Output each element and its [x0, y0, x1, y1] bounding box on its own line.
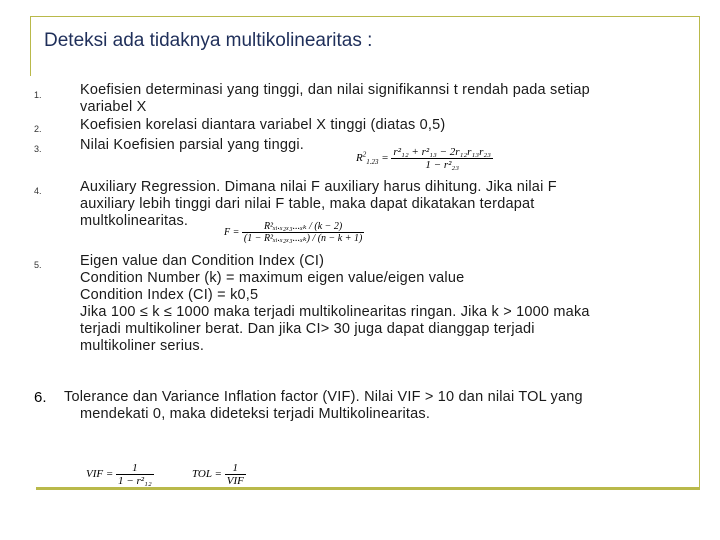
formula-lhs: TOL — [192, 468, 212, 481]
r-squared-formula — [356, 146, 493, 171]
formula-lhs: F — [224, 226, 231, 238]
formula-fraction — [242, 221, 364, 244]
item-number: 2. — [34, 124, 42, 134]
item-text-line: Koefisien determinasi yang tinggi, dan nilai signifikannsi t rendah pada setiap — [80, 82, 590, 98]
formula-numerator: r²₁₂ + r²₁₃ − 2r₁₂r₁₃r₂₃ — [393, 146, 492, 158]
vif-formula — [86, 462, 154, 487]
item-text-line: multikoliner serius. — [80, 338, 205, 354]
list-item — [64, 389, 664, 423]
formula-lhs-sup: 2 — [362, 150, 367, 159]
item-text-line: Auxiliary Regression. Dimana nilai F auxiliary harus dihitung. Jika nilai F — [80, 179, 557, 195]
list-item — [80, 179, 665, 230]
formula-fraction — [225, 462, 246, 487]
formula-lhs: VIF — [86, 468, 104, 481]
item-text-line: variabel X — [80, 99, 147, 115]
frame-top-rule — [30, 16, 700, 17]
formula-equals: = — [381, 152, 389, 165]
formula-fraction — [116, 462, 154, 487]
item-text-line: Condition Number (k) = maximum eigen value/eigen value — [80, 270, 465, 286]
item-number: 5. — [34, 260, 42, 270]
formula-equals: = — [105, 468, 114, 481]
f-auxiliary-formula — [224, 221, 364, 244]
frame-right-rule — [699, 16, 700, 490]
item-text-line: auxiliary lebih tinggi dari nilai F table, maka dapat dikatakan terdapat — [80, 196, 535, 212]
item-text-line: Eigen value dan Condition Index (CI) — [80, 253, 325, 269]
item-text-line: Tolerance dan Variance Inflation factor (VIF). Nilai VIF > 10 dan nilai TOL yang — [64, 389, 583, 405]
formula-equals: = — [214, 468, 222, 481]
item-text-line: Nilai Koefisien parsial yang tinggi. — [80, 137, 305, 153]
item-number: 4. — [34, 186, 42, 196]
item-text-line: mendekati 0, maka dideteksi terjadi Multikolinearitas. — [80, 406, 431, 422]
formula-numerator: 1 — [225, 462, 246, 475]
item-number: 3. — [34, 144, 42, 154]
formula-equals: = — [232, 226, 240, 238]
frame-bottom-rule — [36, 487, 700, 490]
formula-denominator: VIF — [226, 475, 244, 487]
list-item — [80, 82, 665, 116]
formula-lhs: R — [356, 152, 363, 165]
tol-formula — [192, 462, 246, 487]
formula-numerator: R²ₓᵢ.ₓ₂ₓ₃...ₓₖ / (k − 2) — [242, 221, 364, 233]
frame-left-rule — [30, 16, 31, 76]
item-number: 1. — [34, 90, 42, 100]
formula-denominator: 1 − r²₁₂ — [118, 475, 152, 487]
item-text-line: Condition Index (CI) = k0,5 — [80, 287, 259, 303]
list-item — [80, 253, 665, 355]
formula-denominator: 1 − r²₂₃ — [425, 159, 460, 171]
formula-denominator: (1 − R²ₓᵢ.ₓ₂ₓ₃...ₓₖ) / (n − k + 1) — [243, 233, 363, 244]
item-text-line: Jika 100 ≤ k ≤ 1000 maka terjadi multikolinearitas ringan. Jika k > 1000 maka — [80, 304, 590, 320]
item-text-line: multkolinearitas. — [80, 213, 189, 229]
item-text-line: Koefisien korelasi diantara variabel X tinggi (diatas 0,5) — [80, 117, 446, 133]
page-title: Deteksi ada tidaknya multikolinearitas : — [44, 30, 373, 51]
list-item — [80, 117, 665, 134]
item-number: 6. — [34, 389, 47, 406]
formula-lhs-sub: 1.23 — [366, 158, 379, 167]
item-text-line: terjadi multikoliner berat. Dan jika CI> 30 juga dapat dianggap terjadi — [80, 321, 535, 337]
formula-fraction — [391, 146, 493, 171]
formula-numerator: 1 — [116, 462, 154, 475]
